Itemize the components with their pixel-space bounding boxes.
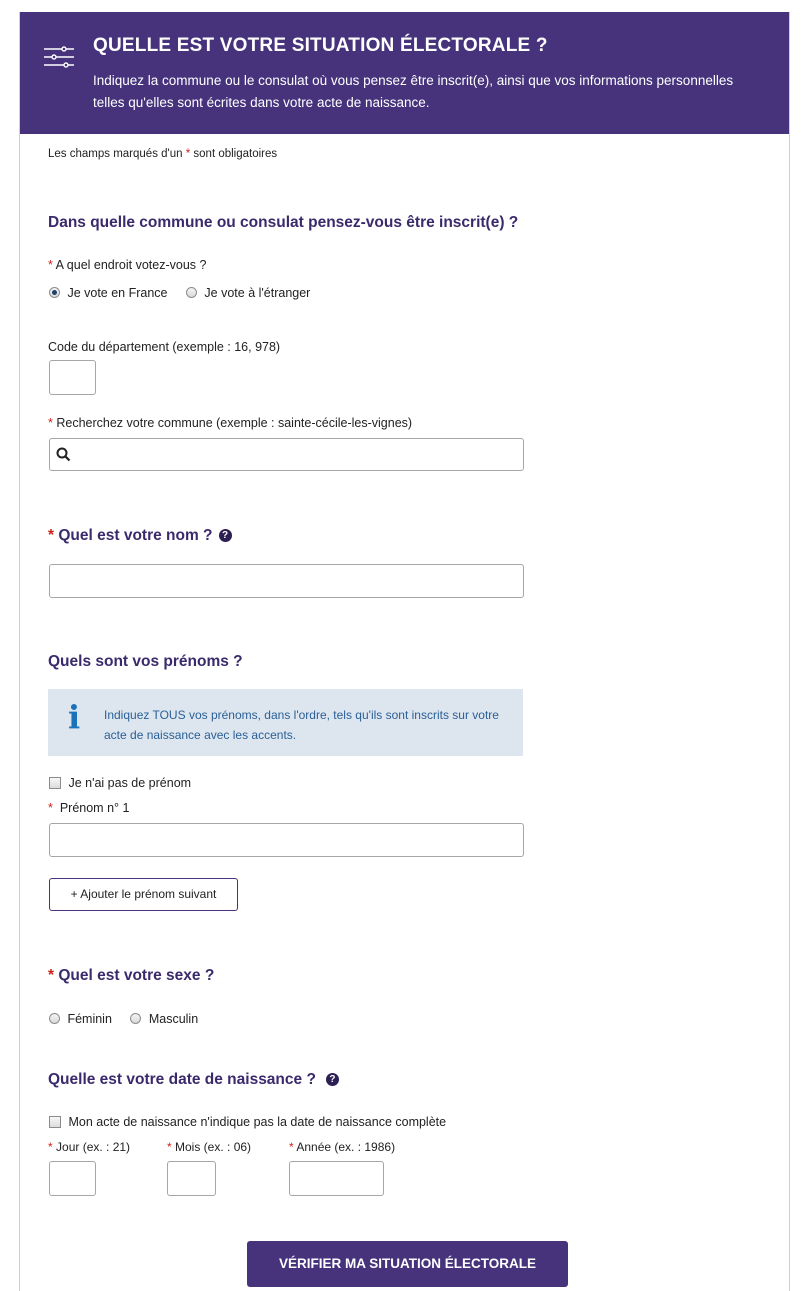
add-firstname-button[interactable]: + Ajouter le prénom suivant bbox=[49, 878, 238, 911]
radio-vote-abroad[interactable] bbox=[186, 287, 197, 298]
vote-place-label: * A quel endroit votez-vous ? bbox=[48, 258, 207, 272]
incomplete-birthdate-row bbox=[49, 1113, 446, 1131]
month-label: * Mois (ex. : 06) bbox=[167, 1140, 252, 1154]
firstnames-info-box bbox=[48, 689, 523, 756]
page-title: QUELLE EST VOTRE SITUATION ÉLECTORALE ? bbox=[93, 35, 548, 56]
commune-label: * Recherchez votre commune (exemple : sainte-cécile-les-vignes) bbox=[48, 416, 413, 430]
radio-vote-france[interactable] bbox=[49, 287, 60, 298]
form-frame bbox=[19, 12, 790, 1291]
incomplete-birthdate-checkbox[interactable] bbox=[49, 1116, 61, 1128]
commune-search-input[interactable] bbox=[49, 438, 524, 471]
menu-sliders-icon bbox=[42, 43, 76, 71]
no-firstname-row bbox=[49, 774, 191, 792]
vote-place-radio-group bbox=[49, 284, 310, 302]
sex-section-title: * Quel est votre sexe ? bbox=[48, 967, 215, 984]
no-firstname-checkbox[interactable] bbox=[49, 777, 61, 789]
name-help-icon[interactable]: ? bbox=[219, 529, 232, 542]
page-header bbox=[20, 12, 789, 134]
birth-year-input[interactable] bbox=[289, 1161, 384, 1196]
no-firstname-label: Je n'ai pas de prénom bbox=[68, 775, 192, 790]
birth-month-input[interactable] bbox=[167, 1161, 216, 1196]
day-label: * Jour (ex. : 21) bbox=[48, 1140, 131, 1154]
sex-radio-group bbox=[49, 1010, 198, 1028]
firstname1-input[interactable] bbox=[49, 823, 524, 857]
verify-situation-button[interactable]: VÉRIFIER MA SITUATION ÉLECTORALE bbox=[247, 1241, 568, 1287]
search-icon bbox=[56, 447, 71, 462]
radio-vote-france-label: Je vote en France bbox=[67, 285, 168, 300]
radio-vote-abroad-label: Je vote à l'étranger bbox=[204, 285, 311, 300]
year-label: * Année (ex. : 1986) bbox=[289, 1140, 396, 1154]
page-subtitle: Indiquez la commune ou le consulat où vous pensez être inscrit(e), ainsi que vos informations personnelles telles qu'elles sont écrites dans votre acte de naissance. bbox=[93, 73, 734, 110]
birthdate-help-icon[interactable]: ? bbox=[326, 1073, 339, 1086]
firstname1-label: * Prénom n° 1 bbox=[48, 801, 130, 815]
firstnames-section-title: Quels sont vos prénoms ? bbox=[48, 653, 243, 670]
birthdate-section-title: Quelle est votre date de naissance ? ? bbox=[48, 1071, 339, 1089]
birth-day-input[interactable] bbox=[49, 1161, 96, 1196]
incomplete-birthdate-label: Mon acte de naissance n'indique pas la date de naissance complète bbox=[68, 1114, 447, 1129]
commune-section-title: Dans quelle commune ou consulat pensez-vous être inscrit(e) ? bbox=[48, 214, 519, 231]
info-icon: i bbox=[68, 698, 81, 736]
department-label: Code du département (exemple : 16, 978) bbox=[48, 340, 281, 354]
radio-female-label: Féminin bbox=[67, 1011, 112, 1026]
radio-male-label: Masculin bbox=[148, 1011, 199, 1026]
last-name-input[interactable] bbox=[49, 564, 524, 598]
radio-female[interactable] bbox=[49, 1013, 60, 1024]
radio-male[interactable] bbox=[130, 1013, 141, 1024]
required-fields-note: Les champs marqués d'un * sont obligatoires bbox=[48, 148, 278, 160]
firstnames-info-text: Indiquez TOUS vos prénoms, dans l'ordre, tels qu'ils sont inscrits sur votre acte de naissance avec les accents. bbox=[104, 708, 499, 742]
department-input[interactable] bbox=[49, 360, 96, 395]
name-section-title: * Quel est votre nom ? ? bbox=[48, 527, 232, 545]
